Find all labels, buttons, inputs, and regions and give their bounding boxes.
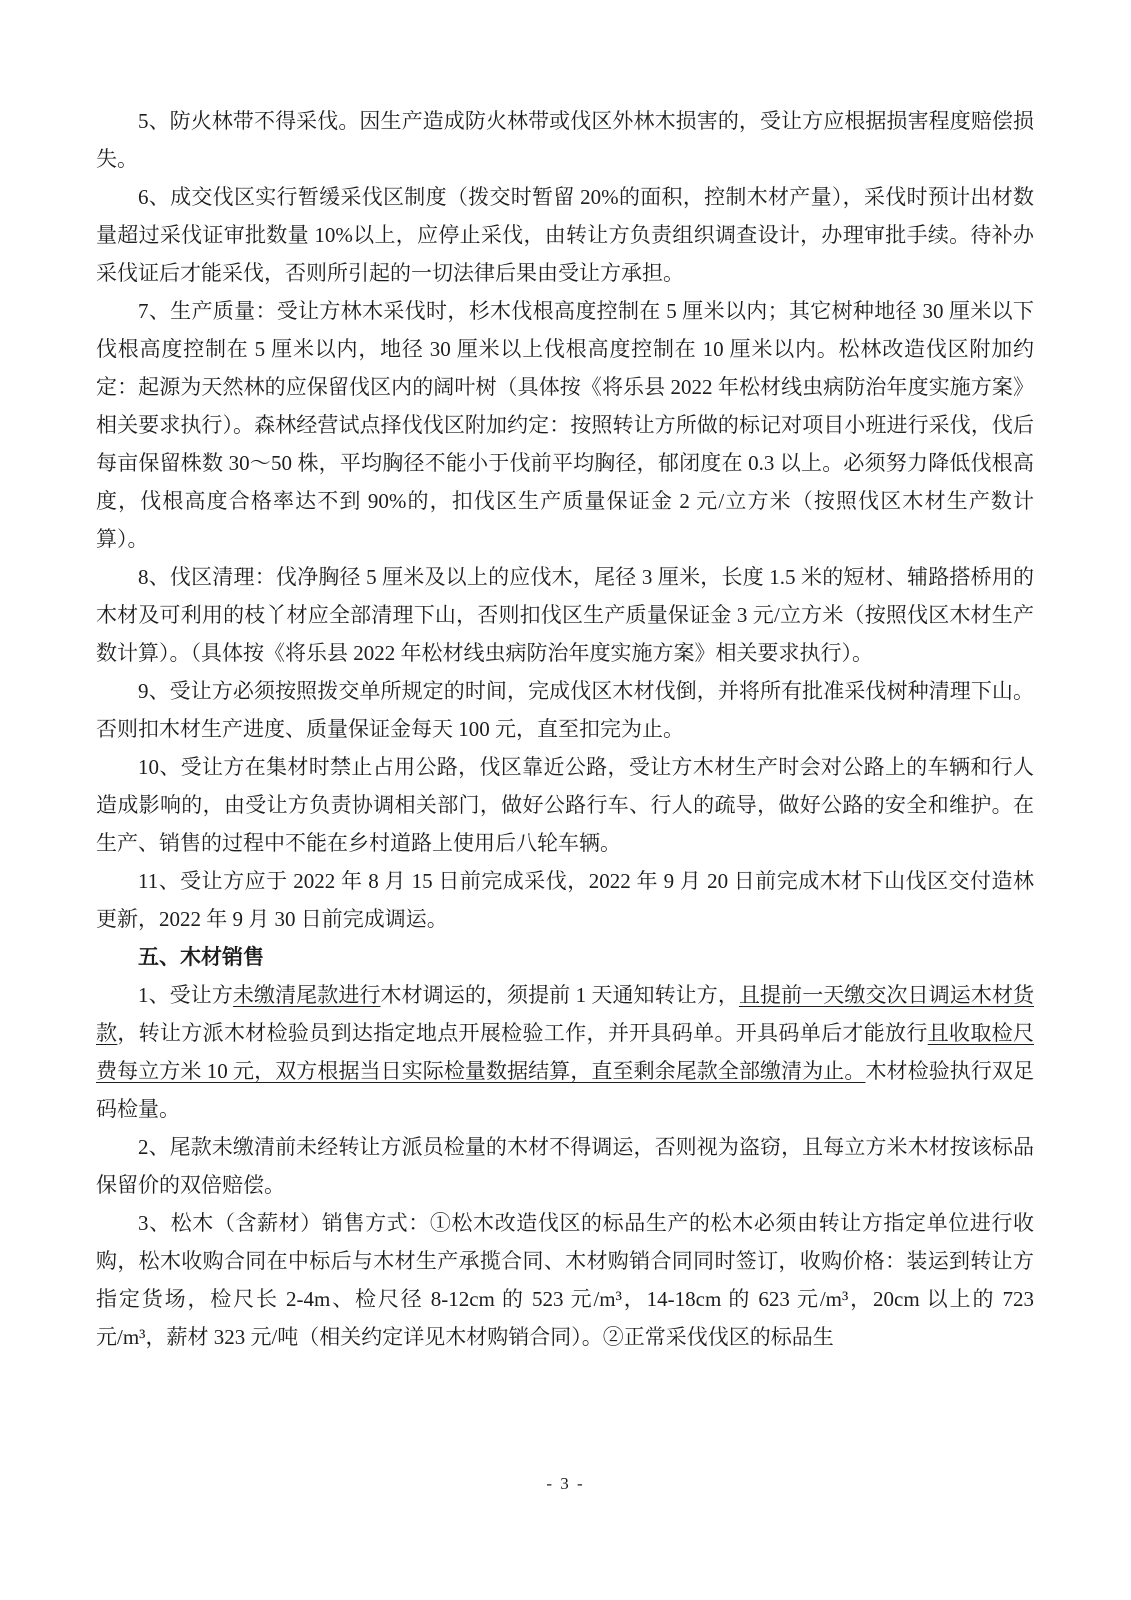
underlined-text-run: 且收取检尺费每立方米 10 元，双方根据当日实际检量数据结算，直至剩余尾款全部缴清为止。 <box>96 1021 1035 1083</box>
text-run: 5、防火林带不得采伐。因生产造成防火林带或伐区外林木损害的，受让方应根据损害程度赔偿损失。 <box>96 109 1034 171</box>
text-run: 6、成交伐区实行暂缓采伐区制度（拨交时暂留 20%的面积，控制木材产量），采伐时预计出材数量超过采伐证审批数量 10%以上，应停止采伐，由转让方负责组织调查设计，办理审批手续。待补办采伐证后才能采伐，否则所引起的一切法律后果由受让方承担。 <box>96 185 1034 285</box>
page-number: - 3 - <box>546 1474 585 1493</box>
text-run: 木材检验执行双足码检量。 <box>96 1059 1035 1121</box>
text-run: 11、受让方应于 2022 年 8 月 15 日前完成采伐，2022 年 9 月 20 日前完成木材下山伐区交付造林更新，2022 年 9 月 30 日前完成调运。 <box>96 869 1034 931</box>
clause-8 <box>96 558 1034 672</box>
clause-9 <box>96 672 1034 748</box>
underlined-text-run: 且提前一天缴交次日调运木材货款 <box>96 983 1035 1045</box>
clause-10 <box>96 748 1034 862</box>
document-body <box>96 102 1034 1356</box>
text-run: 7、生产质量：受让方林木采伐时，杉木伐根高度控制在 5 厘米以内；其它树种地径 30 厘米以下伐根高度控制在 5 厘米以内，地径 30 厘米以上伐根高度控制在 10 厘米以内。松林改造伐区附加约定：起源为天然林的应保留伐区内的阔叶树（具体按《将乐县 2022 年松材线虫病防治年度实施方案》相关要求执行）。森林经营试点择伐伐区附加约定：按照转让方所做的标记对项目小班进行采伐，伐后每亩保留株数 30～50 株，平均胸径不能小于伐前平均胸径，郁闭度在 0.3 以上。必须努力降低伐根高度，伐根高度合格率达不到 90%的，扣伐区生产质量保证金 2 元/立方米（按照伐区木材生产数计算）。 <box>96 299 1034 551</box>
clause-5-3 <box>96 1204 1034 1356</box>
text-run: 木材调运的，须提前 1 天通知转让方， <box>380 983 739 1007</box>
underlined-text-run: 未缴清尾款进行 <box>232 983 381 1007</box>
clause-7 <box>96 292 1034 558</box>
clause-5 <box>96 102 1034 178</box>
clause-5-1 <box>96 976 1034 1128</box>
text-run: ，转让方派木材检验员到达指定地点开展检验工作，并开具码单。开具码单后才能放行 <box>117 1021 928 1045</box>
heading-text: 五、木材销售 <box>138 945 264 969</box>
clause-6 <box>96 178 1034 292</box>
text-run: 10、受让方在集材时禁止占用公路，伐区靠近公路，受让方木材生产时会对公路上的车辆和行人造成影响的，由受让方负责协调相关部门，做好公路行车、行人的疏导，做好公路的安全和维护。在生产、销售的过程中不能在乡村道路上使用后八轮车辆。 <box>96 755 1034 855</box>
text-run: 3、松木（含薪材）销售方式：①松木改造伐区的标品生产的松木必须由转让方指定单位进行收购，松木收购合同在中标后与木材生产承揽合同、木材购销合同同时签订，收购价格：装运到转让方指定货场，检尺长 2-4m、检尺径 8-12cm 的 523 元/m³，14-18cm 的 623 元/m³，20cm 以上的 723 元/m³，薪材 323 元/吨（相关约定详见木材购销合同）。②正常采伐伐区的标品生 <box>96 1211 1034 1349</box>
clause-11 <box>96 862 1034 938</box>
text-run: 2、尾款未缴清前未经转让方派员检量的木材不得调运，否则视为盗窃，且每立方米木材按该标品保留价的双倍赔偿。 <box>96 1135 1034 1197</box>
text-run: 9、受让方必须按照拨交单所规定的时间，完成伐区木材伐倒，并将所有批准采伐树种清理下山。否则扣木材生产进度、质量保证金每天 100 元，直至扣完为止。 <box>96 679 1034 741</box>
text-run: 8、伐区清理：伐净胸径 5 厘米及以上的应伐木，尾径 3 厘米，长度 1.5 米的短材、辅路搭桥用的木材及可利用的枝丫材应全部清理下山，否则扣伐区生产质量保证金 3 元/立方米（按照伐区木材生产数计算）。（具体按《将乐县 2022 年松材线虫病防治年度实施方案》相关要求执行）。 <box>96 565 1034 665</box>
text-run: 1、受让方 <box>138 983 233 1007</box>
section-5-heading <box>96 938 1034 976</box>
clause-5-2 <box>96 1128 1034 1204</box>
